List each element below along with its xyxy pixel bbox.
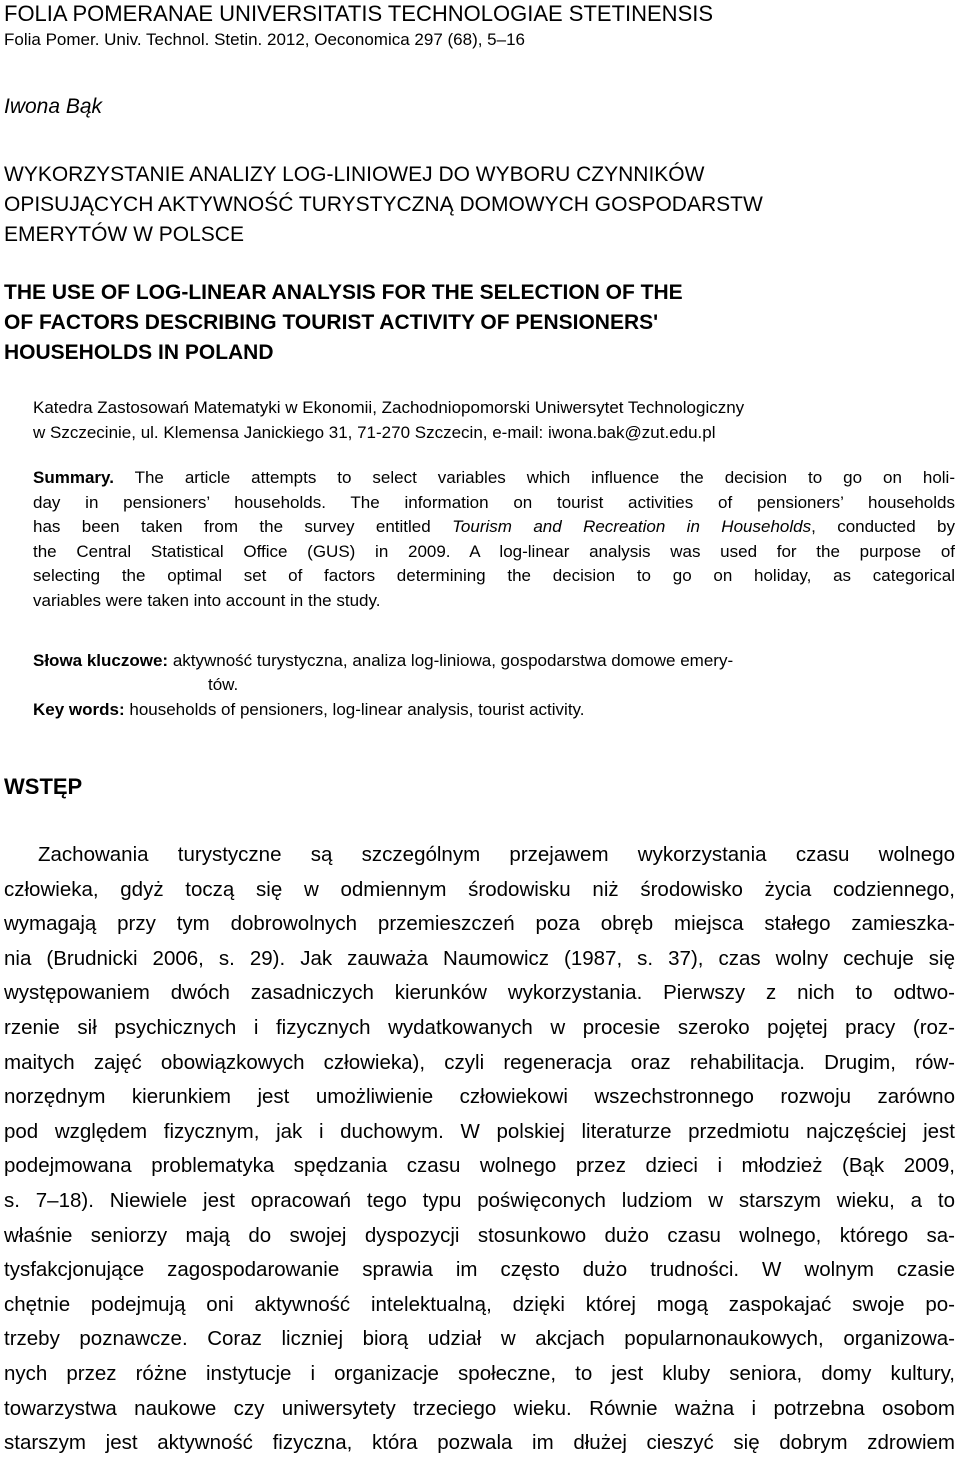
body-line: nych przez różne instytucje i organizacje społeczne, to jest kluby seniora, domy kultury, — [4, 1361, 955, 1385]
body-text — [4, 838, 955, 1461]
section-heading: WSTĘP — [4, 774, 83, 799]
body-line: pod względem fizycznym, jak i duchowym. W polskiej literaturze przedmiotu najczęściej jest — [4, 1119, 955, 1143]
summary-line: Summary. The article attempts to select variables which influence the decision to go on holi- — [33, 468, 955, 487]
title-polish-line: WYKORZYSTANIE ANALIZY LOG-LINIOWEJ DO WYBORU CZYNNIKÓW — [4, 163, 705, 186]
citation: Folia Pomer. Univ. Technol. Stetin. 2012, Oeconomica 297 (68), 5–16 — [4, 30, 525, 49]
title-english-line: THE USE OF LOG-LINEAR ANALYSIS FOR THE SELECTION OF THE — [4, 281, 683, 304]
body-line: Zachowania turystyczne są szczególnym przejawem wykorzystania czasu wolnego — [38, 843, 955, 866]
title-polish-line: EMERYTÓW W POLSCE — [4, 223, 244, 246]
summary-line: day in pensioners’ households. The information on tourist activities of pensioners’ households — [33, 492, 955, 512]
affiliation — [33, 395, 744, 445]
summary-line: selecting the optimal set of factors determining the decision to go on holiday, as categorical — [33, 566, 955, 585]
summary-line: has been taken from the survey entitled Tourism and Recreation in Households, conducted by — [33, 517, 956, 536]
summary-label: Summary. — [33, 468, 114, 487]
body-line: tysfakcjonujące zagospodarowanie sprawia im często dużo trudności. W wolnym czasie — [4, 1258, 955, 1282]
title-english-line: OF FACTORS DESCRIBING TOURIST ACTIVITY OF PENSIONERS' — [4, 311, 659, 334]
title-polish-line: OPISUJĄCYCH AKTYWNOŚĆ TURYSTYCZNĄ DOMOWYCH GOSPODARSTW — [4, 193, 763, 216]
keywords-polish-label: Słowa kluczowe: — [33, 651, 169, 670]
keywords-english — [33, 698, 585, 722]
keywords-line: tów. — [208, 675, 239, 694]
affiliation-line: w Szczecinie, ul. Klemensa Janickiego 31, 71-270 Szczecin, e-mail: iwona.bak@zut.edu.pl — [33, 423, 716, 442]
affiliation-line: Katedra Zastosowań Matematyki w Ekonomii, Zachodniopomorski Uniwersytet Technologiczny — [33, 398, 745, 417]
keywords-english-label: Key words: — [33, 700, 125, 719]
body-line: występowaniem dwóch zasadniczych kierunków wykorzystania. Pierwszy z nich to odtwo- — [4, 981, 955, 1005]
title-english-line: HOUSEHOLDS IN POLAND — [4, 341, 274, 364]
body-line: właśnie seniorzy mają do swojej dyspozycji stosunkowo dużo czasu wolnego, którego sa- — [4, 1223, 955, 1247]
keywords-polish — [33, 649, 733, 697]
body-line: człowieka, gdyż toczą się w odmiennym środowisku niż środowisko życia codziennego, — [4, 877, 955, 901]
body-line: rzenie sił psychicznych i fizycznych wydatkowanych w procesie szeroko pojętej pracy (roz- — [4, 1015, 955, 1039]
title-polish — [4, 160, 763, 250]
keywords-line: Key words: households of pensioners, log-linear analysis, tourist activity. — [33, 700, 585, 719]
title-english — [4, 278, 683, 368]
author-name: Iwona Bąk — [4, 95, 103, 118]
body-line: s. 7–18). Niewiele jest opracowań tego typu poświęconych ludziom w starszym wieku, a to — [4, 1188, 955, 1212]
body-line: maitych zajęć obowiązkowych człowieka), czyli regeneracja oraz rehabilitacja. Drugim, rów- — [4, 1050, 955, 1074]
body-line: towarzystwa naukowe czy uniwersytety trzeciego wieku. Równie ważna i potrzebna osobom — [4, 1396, 955, 1420]
body-line: starszym jest aktywność fizyczna, która pozwala im dłużej cieszyć się dobrym zdrowiem — [4, 1431, 955, 1455]
summary-line: variables were taken into account in the study. — [33, 590, 381, 610]
body-line: chętnie podejmują oni aktywność intelektualną, dzięki której mogą zaspokajać swoje po- — [4, 1292, 955, 1316]
body-line: wymagają przy tym dobrowolnych przemieszczeń poza obręb miejsca stałego zamieszka- — [4, 912, 955, 936]
keywords-line: Słowa kluczowe: aktywność turystyczna, analiza log-liniowa, gospodarstwa domowe emery- — [33, 651, 734, 670]
body-line: trzeby poznawcze. Coraz liczniej biorą udział w akcjach popularnonaukowych, organizowa- — [4, 1327, 955, 1351]
summary — [33, 466, 955, 613]
body-line: norzędnym kierunkiem jest umożliwienie człowiekowi wszechstronnego rozwoju zarówno — [4, 1085, 955, 1109]
summary-line: the Central Statistical Office (GUS) in 2009. A log-linear analysis was used for the purpose of — [33, 541, 955, 561]
journal-name: FOLIA POMERANAE UNIVERSITATIS TECHNOLOGIAE STETINENSIS — [4, 1, 714, 26]
body-line: podejmowana problematyka spędzania czasu wolnego przez dzieci i młodzież (Bąk 2009, — [4, 1154, 955, 1178]
body-line: nia (Brudnicki 2006, s. 29). Jak zauważa Naumowicz (1987, s. 37), czas wolny cechuje się — [4, 946, 955, 970]
survey-title: Tourism and Recreation in Households — [452, 517, 812, 536]
